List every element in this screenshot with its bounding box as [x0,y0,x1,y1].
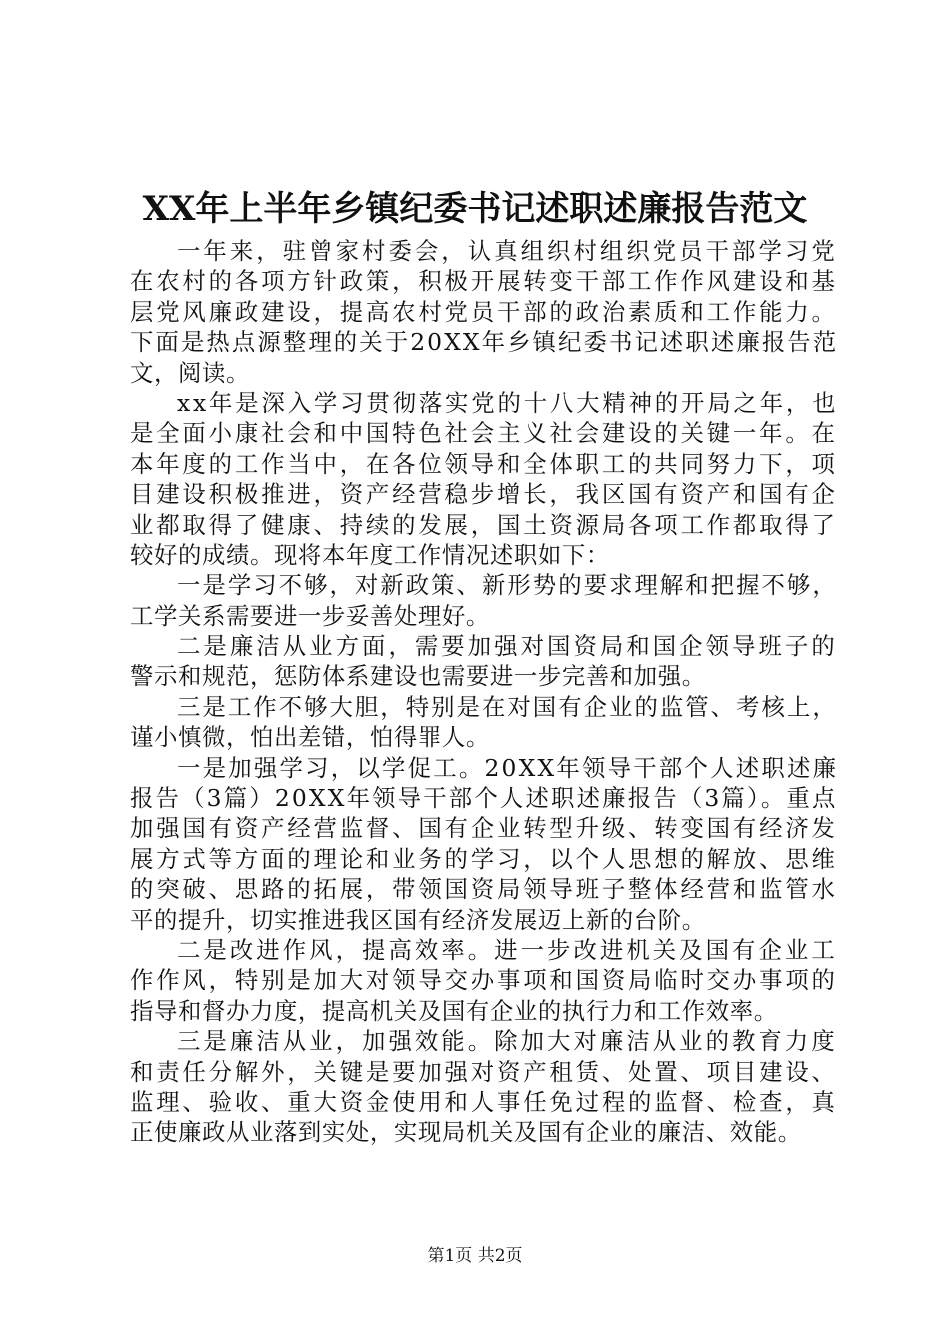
paragraph-line: 报告（3篇）20XX年领导干部个人述职述廉报告（3篇）。重点 [130,784,838,813]
paragraph-line: 层党风廉政建设，提高农村党员干部的政治素质和工作能力。 [130,297,838,326]
paragraph-line: 一是学习不够，对新政策、新形势的要求理解和把握不够， [177,571,838,600]
paragraph-line: 一是加强学习，以学促工。20XX年领导干部个人述职述廉 [177,753,839,782]
body-paragraph [130,631,838,692]
paragraph-line: 文，阅读。 [130,358,250,387]
paragraph-line: 下面是热点源整理的关于20XX年乡镇纪委书记述职述廉报告范 [130,328,839,357]
document-body [130,236,838,1148]
paragraph-line: 较好的成绩。现将本年度工作情况述职如下： [130,540,610,569]
paragraph-line: 作作风，特别是加大对领导交办事项和国资局临时交办事项的 [130,966,838,995]
body-paragraph [130,753,838,935]
paragraph-line: 业都取得了健康、持续的发展，国土资源局各项工作都取得了 [130,510,838,539]
paragraph-line: 工学关系需要进一步妥善处理好。 [130,601,490,630]
document-title: XX年上半年乡镇纪委书记述职述廉报告范文 [142,189,808,229]
paragraph-line: 警示和规范，惩防体系建设也需要进一步完善和加强。 [130,662,706,691]
paragraph-line: 目建设积极推进，资产经营稳步增长，我区国有资产和国有企 [130,480,838,509]
page-indicator: 第1页 共2页 [427,1246,523,1266]
paragraph-line: 和责任分解外，关键是要加强对资产租赁、处置、项目建设、 [130,1057,838,1086]
paragraph-line: 谨小慎微，怕出差错，怕得罪人。 [130,723,490,752]
paragraph-line: 正使廉政从业落到实处，实现局机关及国有企业的廉洁、效能。 [130,1118,802,1147]
body-paragraph [130,935,838,1026]
body-paragraph [130,388,838,570]
paragraph-line: 一年来，驻曾家村委会，认真组织村组织党员干部学习党 [177,237,838,265]
paragraph-line: 监理、验收、重大资金使用和人事任免过程的监督、检查，真 [130,1087,838,1116]
paragraph-line: 三是廉洁从业，加强效能。除加大对廉洁从业的教育力度 [177,1027,838,1056]
paragraph-line: 二是廉洁从业方面，需要加强对国资局和国企领导班子的 [177,632,838,661]
paragraph-line: 平的提升，切实推进我区国有经济发展迈上新的台阶。 [130,905,706,934]
paragraph-line: 本年度的工作当中，在各位领导和全体职工的共同努力下，项 [130,449,838,478]
paragraph-line: 在农村的各项方针政策，积极开展转变干部工作作风建设和基 [130,267,838,296]
paragraph-line: 是全面小康社会和中国特色社会主义社会建设的关键一年。在 [130,419,838,448]
paragraph-line: xx年是深入学习贯彻落实党的十八大精神的开局之年，也 [177,388,839,417]
paragraph-line: 指导和督办力度，提高机关及国有企业的执行力和工作效率。 [130,996,778,1025]
paragraph-line: 展方式等方面的理论和业务的学习，以个人思想的解放、思维 [130,844,838,873]
body-paragraph [130,692,838,753]
paragraph-line: 加强国有资产经营监督、国有企业转型升级、转变国有经济发 [130,814,838,843]
paragraph-line: 三是工作不够大胆，特别是在对国有企业的监管、考核上， [177,692,838,721]
paragraph-line: 的突破、思路的拓展，带领国资局领导班子整体经营和监管水 [130,875,838,904]
body-paragraph [130,570,838,631]
body-paragraph [130,236,838,388]
body-paragraph [130,1026,838,1148]
paragraph-line: 二是改进作风，提高效率。进一步改进机关及国有企业工 [177,935,838,964]
